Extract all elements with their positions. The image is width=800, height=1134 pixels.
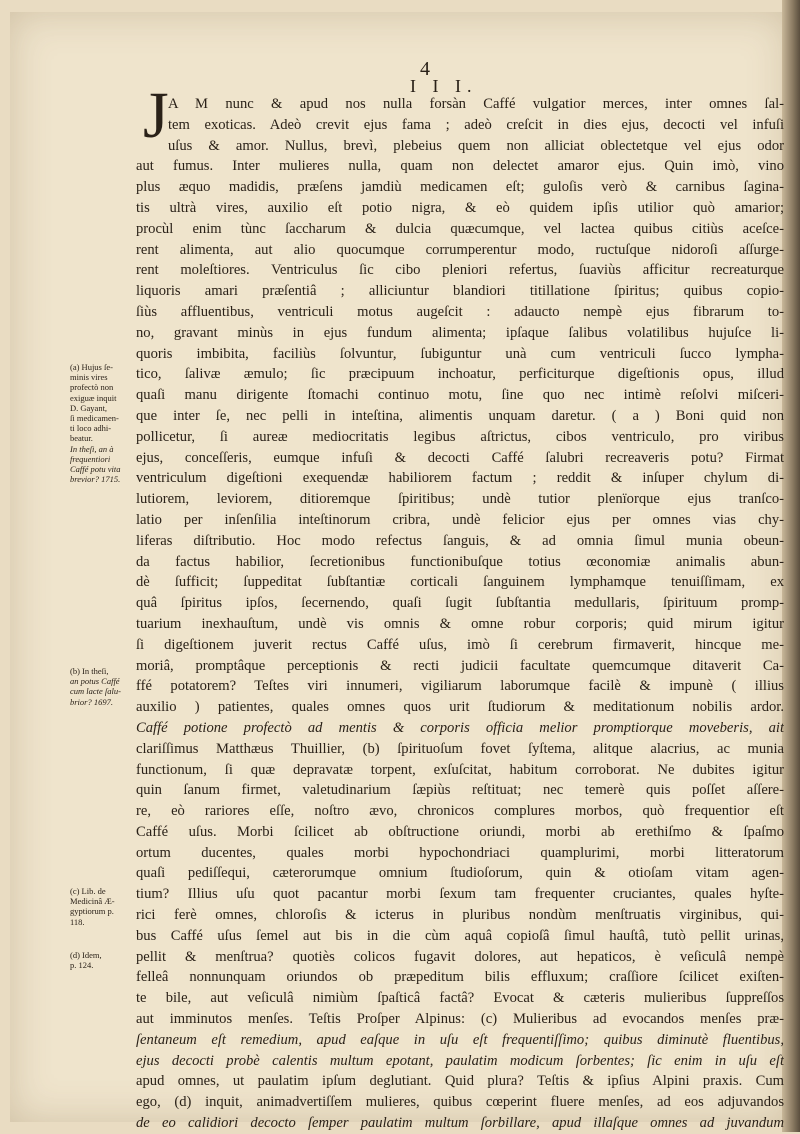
text-line: clariſſimus Matthæus Thuillier, (b) ſpirituoſum fovet ſyſtema, alitque alacrius, ac munia: [136, 740, 784, 757]
margin-note-line: ſi medicamen-: [70, 413, 119, 424]
text-line: quaſi manu dirigente ſtomachi continuo motu, ſine quo nec intimè reſolvi miſceri-: [136, 387, 784, 404]
body-text: [136, 94, 784, 1134]
margin-note-line: exiguæ inquit: [70, 392, 117, 403]
text-line: da factus habilior, ſecretionibus functionibuſque totius œconomiæ animalis abun-: [136, 553, 784, 570]
page-number: 4: [420, 58, 430, 80]
dropcap: J: [143, 79, 169, 152]
section-number: I I I.: [410, 76, 478, 96]
text-line: procùl enim tùnc ſaccharum & dulcia quæcumque, vel lactea quibus citiùs aceſce-: [136, 220, 784, 237]
text-line: dè ſufficit; ſuppeditat ſubſtantiæ corticali ſanguinem lymphamque tenuiſſimam, ex: [136, 574, 784, 591]
margin-note-a: [70, 362, 142, 484]
text-line: rent moleſtiores. Ventriculus ſic cibo pleniori refertus, ſuaviùs afficitur recreaturque: [136, 262, 784, 279]
margin-note-line: (d) Idem,: [70, 950, 102, 960]
margin-note-line: brevior? 1715.: [70, 474, 121, 485]
text-line: apud omnes, ut paulatim ipſum deglutiant. Quid plura? Teſtis & ipſius Alpini praxis. Cum: [136, 1073, 784, 1090]
text-line: aut fumus. Inter mulieres nulla, quam non delectet amaror ejus. Quin imò, vino: [136, 158, 784, 175]
text-line: Caffé uſus. Morbi ſcilicet ab obſtructione oriundi, morbi ab erethiſmo & ſpaſmo: [136, 823, 784, 840]
text-line: moriâ, promptâque perceptionis & recti judicii facultate quemcumque ditaverit Ca-: [136, 657, 784, 674]
text-line: functionum, ſi quæ depravatæ torpent, exſuſcitat, habitum corroborat. Ne dubites igitur: [136, 761, 784, 778]
margin-note-line: an potus Caffé: [70, 676, 120, 687]
text-line: tico, ſalivæ æmulo; ſic præcipuum inchoatur, perficiturque digeſtionis opus, illud: [136, 366, 784, 383]
book-edge: [782, 0, 800, 1132]
text-line: rici ferè omnes, chloroſis & icterus in pluribus nondùm menſtruatis virginibus, qui-: [136, 907, 784, 924]
margin-note-d: [70, 950, 142, 970]
text-line: plus æquo madidis, præſens jamdiù medicamen eſt; guloſis verò & carnibus ſagina-: [136, 179, 784, 196]
text-line: tem exoticas. Adeò crevit ejus fama ; adeò creſcit in dies ejus, decocti vel infuſi: [168, 116, 784, 133]
text-line: felleâ nonnunquam oriundos ob præpeditum bilis effluxum; craſſiore ſcilicet exiſten-: [136, 969, 784, 986]
text-line: bus Caffé uſus ſemel aut bis in die cùm aquâ copioſâ ſimul hauſtâ, tutò pellit urinas,: [136, 927, 784, 944]
margin-note-line: 118.: [70, 916, 85, 927]
text-line: A M nunc & apud nos nulla forsàn Caffé vulgatior merces, inter omnes ſal-: [168, 96, 784, 112]
text-line: de eo calidiori decocto ſemper paulatim multum ſorbillare, apud illaſque omnes ad juvandum: [136, 1115, 784, 1132]
text-line: pellit & menſtrua? quotiès colicos fugavit dolores, aut hepaticos, è veſiculâ nempè: [136, 948, 784, 965]
text-line: auxilio ) patientes, quales omnes quos urit ſtudiorum & meditationum nobilis ardor.: [136, 699, 784, 716]
text-line: re, eò rariores eſſe, noſtro ævo, chronicos complures morbos, quò frequentior eſt: [136, 803, 784, 820]
text-line: no, gravant minùs in ejus fundum alimenta; ipſaque ſalibus volatilibus hujuſce li-: [136, 324, 784, 341]
text-line: latio per inſenſilia inteſtinorum cribra, undè felicior ejus per omnes vias chy-: [136, 511, 784, 528]
margin-note-line: cum lacte ſalu-: [70, 686, 121, 697]
text-line: ego, (d) inquit, animadvertiſſem mulieres, quibus cœperint fluere menſes, ad eos adjuvandos: [136, 1094, 784, 1111]
text-line: aut imminutos menſes. Teſtis Proſper Alpinus: (c) Mulieribus ad evocandos menſes præ-: [136, 1011, 784, 1028]
text-line: ventriculum digeſtioni exequendæ habiliorem factum ; reddit & inſuper chylum di-: [136, 470, 784, 487]
margin-note-line: Caffé potu vita: [70, 464, 121, 475]
text-line: liferas diſtributio. Hoc modo refectus ſanguis, & ad omnia ſimul munia obeun-: [136, 532, 784, 549]
text-line: ejus, conceſſeris, eumque infuſi & decocti Caffé ſalubri recreaveris potu? Firmat: [136, 449, 784, 466]
margin-note-line: (c) Lib. de: [70, 886, 106, 896]
text-line: tium? Illius uſu quot pacantur morbi ſexum tam frequenter cruciantes, quales hyſte-: [136, 886, 784, 903]
text-line: Caffé potione profectò ad mentis & corporis officia melior promptiorque moveberis, ait: [136, 719, 784, 736]
text-line: liquoris amari præſentiâ ; alliciuntur blandiori titillatione ſpiritus; quibus copio-: [136, 283, 784, 300]
margin-note-line: (b) In theſi,: [70, 666, 109, 676]
text-line: ortum ducentes, quales morbi hypochondriaci quamplurimi, morbi litteratorum: [136, 844, 784, 861]
text-line: tuarium inexhauſtum, undè vis omnis & omne robur corporis; quid mirum igitur: [136, 615, 784, 632]
text-line: rent alimenta, aut alio quocumque corrumperentur modo, ructuſque nidoroſi aſſurge-: [136, 241, 784, 258]
margin-note-line: ti loco adhi-: [70, 423, 112, 434]
text-line: ſiùs affluentibus, ventriculi motus augeſcit : adaucto nempè ejus fibrarum to-: [136, 303, 784, 320]
text-line: quoris imbibita, faciliùs ſolvuntur, ſubiguntur unà cum ventriculi ſucco lympha-: [136, 345, 784, 362]
text-line: tis ultrà vires, auxilio eſt potio nigra, & eò quidem ipſis utilior quò amarior;: [136, 199, 784, 216]
text-line: pollicetur, ſi aureæ mediocritatis legibus aſtrictus, cibos ventriculo, pro viribus: [136, 428, 784, 445]
text-line: lutiorem, leviorem, ditioremque ſpiritibus; undè tutior plenїorque ejus tranſco-: [136, 491, 784, 508]
margin-note-line: frequentiori: [70, 453, 111, 464]
margin-note-line: beatur.: [70, 433, 93, 444]
text-line: quâ ſpiritus ipſos, ſecernendo, quaſi ſugit ſubſtantia medullaris, ſpirituum promp-: [136, 595, 784, 612]
margin-note-line: Medicinâ Æ-: [70, 896, 115, 907]
margin-note-line: brior? 1697.: [70, 696, 113, 707]
margin-note-line: profectò non: [70, 382, 114, 393]
margin-note-b: [70, 666, 142, 707]
text-line: uſus & amor. Nullus, brevì, plebeius quem non alliciat oblectetque vel ejus odor: [168, 137, 784, 154]
text-line: te bile, aut veſiculâ nimiùm ſpaſticâ factâ? Evocat & cæteris mulieribus ſuppreſſos: [136, 990, 784, 1007]
margin-note-line: gyptiorum p.: [70, 906, 114, 917]
margin-note-c: [70, 886, 142, 927]
margin-note-line: minis vires: [70, 372, 108, 383]
text-line: que inter ſe, nec pelli in inteſtina, alimentis unquam daretur. ( a ) Boni quid non: [136, 407, 784, 424]
text-line: ejus decocti probè calentis multum epotant, paulatim modicum ſorbentes; ſic enim in uſu eſt: [136, 1052, 784, 1069]
text-line: quaſi pediſſequi, cæterorumque omnium ſtudioſorum, quin & otioſam vitam agen-: [136, 865, 784, 882]
margin-note-line: p. 124.: [70, 960, 94, 971]
text-line: ſi digeſtionem juverit rectus Caffé uſus, imò ſi cerebrum firmaverit, hincque me-: [136, 636, 784, 653]
text-line: quin ſanum firmet, valetudinarium ſæpiùs reſtituat; nec temerè quis poſſet aſſere-: [136, 782, 784, 799]
margin-note-line: (a) Hujus ſe-: [70, 362, 113, 372]
text-line: ſentaneum eſt remedium, apud eaſque in uſu eſt frequentiſſimo; quibus diminutè fluentibus,: [136, 1031, 784, 1048]
margin-note-line: In theſi, an à: [70, 443, 114, 454]
text-line: ffé potatorem? Teſtes viri innumeri, vigiliarum laborumque facilè & impunè ( illius: [136, 678, 784, 695]
margin-note-line: D. Gayant,: [70, 402, 108, 413]
